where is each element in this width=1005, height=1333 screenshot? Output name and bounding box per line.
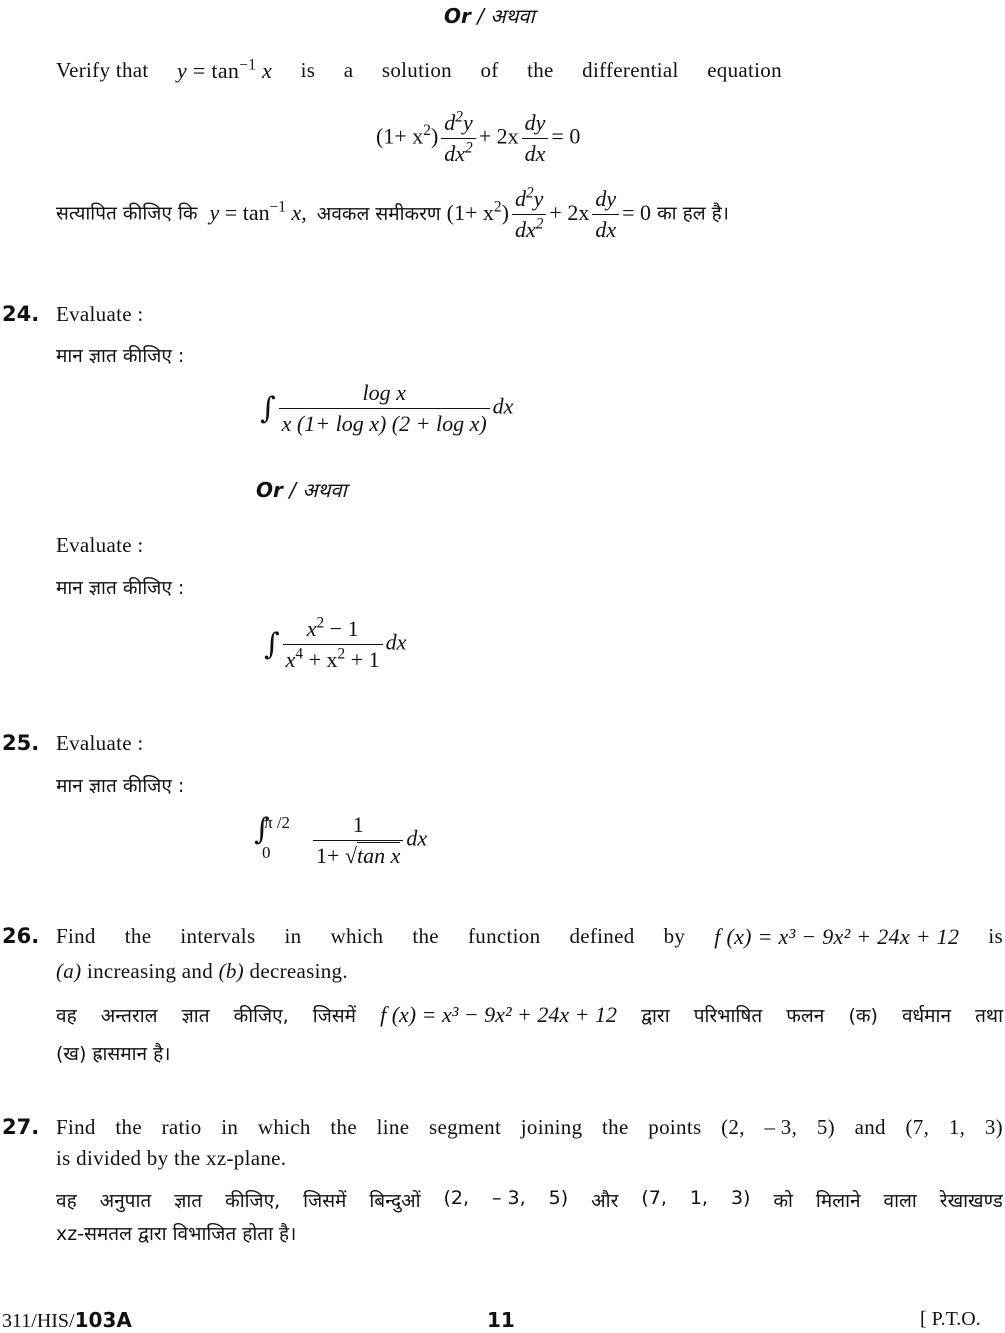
footer-page-number: 11 <box>487 1308 515 1332</box>
q26-number: 26. <box>2 924 40 948</box>
q24-evaluate: Evaluate : <box>56 302 144 326</box>
q25-number: 25. <box>2 731 40 755</box>
footer-pto: [ P.T.O. <box>920 1308 981 1330</box>
q24-or-evaluate: Evaluate : <box>56 533 144 557</box>
q25-hindi-evaluate: मान ज्ञात कीजिए : <box>56 775 185 797</box>
q27-en-line2: is divided by the xz-plane. <box>56 1146 287 1170</box>
q24-integral-1: ∫ $\frac{\text{log x}}{\text{x (1+ log x) (2 + log x)}}$ dx <box>260 380 514 436</box>
footer-paper-code: 311/HIS/103A <box>2 1308 132 1332</box>
or-separator-top: Or / अथवा <box>444 4 535 28</box>
integral-upper-limit: π /2 <box>264 813 291 832</box>
q25-evaluate: Evaluate : <box>56 731 144 755</box>
integral-lower-limit: 0 <box>262 843 271 862</box>
q23-hindi-text: सत्यापित कीजिए कि $y = \tan^{-1} x$, अवकल समीकरण $(1+ x^2)$ $\frac{d^2y}{dx^2}$ + 2x $\frac{dy}{dx}$ = 0 का हल है। <box>56 184 729 242</box>
q26-en-line1: Find the intervals in which the function defined by f (x) = x³ − 9x² + 24x + 12 is <box>56 924 1003 949</box>
q26-en-line2: (a) increasing and (b) decreasing. <box>56 959 348 983</box>
q24-integral-2: ∫ $\frac{x^2 - 1}{x^4 + x^2 + 1}$ dx <box>264 614 407 672</box>
q24-or-separator: Or / अथवा <box>256 478 347 502</box>
q24-hindi-evaluate: मान ज्ञात कीजिए : <box>56 345 185 367</box>
q27-hi-line1: वह अनुपात ज्ञात कीजिए, जिसमें बिन्दुओं (2, – 3, 5) और (7, 1, 3) को मिलाने वाला रेखाखण्ड <box>56 1187 1003 1212</box>
q23-verify-text: Verify that $y = \tan^{-1} x$ is a solution of the differential equation <box>56 56 782 83</box>
differential-equation: $(1+ x^2)$ $\frac{d^2y}{dx^2}$ + 2x $\frac{dy}{dx}$ = 0 <box>376 108 581 166</box>
q24-number: 24. <box>2 302 40 326</box>
q25-definite-integral: ∫ π /2 0 $\frac{1}{\text{1+ √tan x}}$ dx <box>254 812 428 868</box>
q24-or-hindi-evaluate: मान ज्ञात कीजिए : <box>56 577 185 599</box>
q27-hi-line2: xz-समतल द्वारा विभाजित होता है। <box>56 1223 297 1245</box>
q27-en-line1: Find the ratio in which the line segment joining the points (2, – 3, 5) and (7, 1, 3) <box>56 1115 1003 1139</box>
q26-hi-line2: (ख) ह्रासमान है। <box>56 1043 171 1065</box>
q27-number: 27. <box>2 1115 40 1139</box>
q26-hi-line1: वह अन्तराल ज्ञात कीजिए, जिसमें f (x) = x³ − 9x² + 24x + 12 द्वारा परिभाषित फलन (क) वर्धमान तथा <box>56 1002 1003 1027</box>
